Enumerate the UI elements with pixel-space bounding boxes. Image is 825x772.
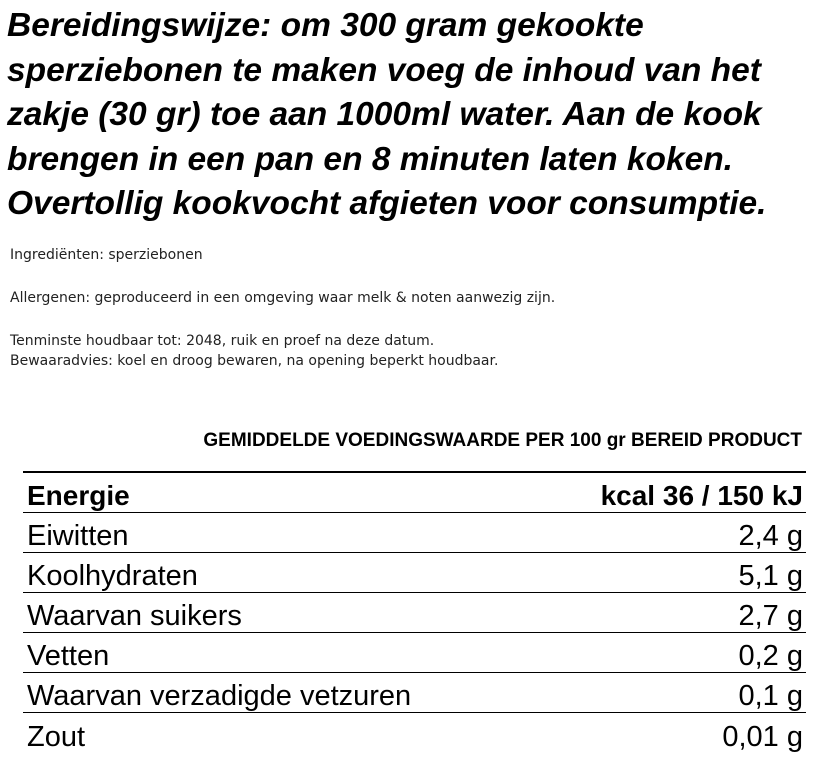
nutrient-value: 5,1 g [738,560,803,592]
nutrient-label: Energie [27,480,130,511]
nutrition-row [23,593,806,633]
nutrition-row [23,713,806,753]
nutrient-value: 2,7 g [738,600,803,632]
nutrition-row [23,633,806,673]
nutrient-value: 2,4 g [738,520,803,552]
nutrient-value: 0,01 g [722,721,803,753]
nutrition-row [23,673,806,713]
nutrient-value: kcal 36 / 150 kJ [600,480,803,511]
nutrient-label: Koolhydraten [27,560,198,592]
preparation-instructions [7,4,825,227]
nutrient-value: 0,1 g [738,680,803,712]
instructions-line: brengen in een pan en 8 minuten laten koken. [7,140,733,178]
nutrient-label: Waarvan verzadigde vetzuren [27,680,412,712]
nutrition-row [23,553,806,593]
best-before-text: Tenminste houdbaar tot: 2048, ruik en proef na deze datum. [10,333,435,349]
nutrition-title: GEMIDDELDE VOEDINGSWAARDE PER 100 gr BEREID PRODUCT [203,430,802,451]
instructions-line: Overtollig kookvocht afgieten voor consumptie. [7,185,767,222]
nutrient-label: Waarvan suikers [27,600,242,632]
nutrient-value: 0,2 g [738,640,803,672]
nutrition-table [23,471,806,753]
nutrition-row [23,513,806,553]
storage-advice-text: Bewaaradvies: koel en droog bewaren, na opening beperkt houdbaar. [10,353,499,369]
ingredients-text: Ingrediënten: sperziebonen [10,247,203,263]
nutrient-label: Eiwitten [27,520,129,552]
instructions-line: zakje (30 gr) toe aan 1000ml water. Aan de kook [7,96,762,133]
nutrition-header-row [23,473,806,513]
instructions-line: sperziebonen te maken voeg de inhoud van het [7,51,761,89]
instructions-line: Bereidingswijze: om 300 gram gekookte [7,7,644,44]
allergens-text: Allergenen: geproduceerd in een omgeving waar melk & noten aanwezig zijn. [10,290,556,306]
nutrient-label: Zout [27,721,86,753]
nutrient-label: Vetten [27,640,110,672]
